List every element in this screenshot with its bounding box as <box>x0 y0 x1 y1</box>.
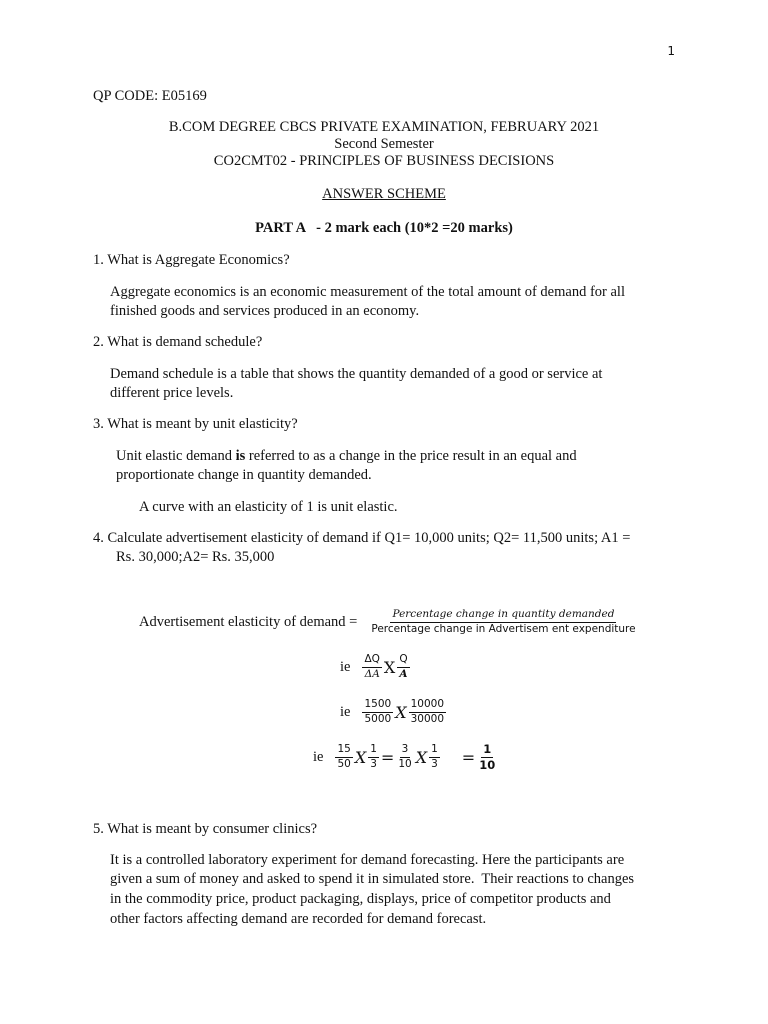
equals-sign: = <box>461 747 476 767</box>
ie-label-3: ie <box>313 748 324 765</box>
formula-denominator: Percentage change in Advertisem ent expenditure <box>371 622 636 635</box>
numerator: ΔQ <box>362 654 381 668</box>
semester: Second Semester <box>334 136 434 152</box>
denominator: 5000 <box>364 712 392 725</box>
numerator: 1 <box>429 744 440 758</box>
answer-5-line-2: given a sum of money and asked to spend it in simulated store. Their reactions to changes <box>110 871 635 887</box>
answer-2-line-2: different price levels. <box>110 385 234 401</box>
answer-scheme-heading: ANSWER SCHEME <box>322 186 446 202</box>
answer-5-line-3: in the commodity price, product packaging, displays, price of competitor products and <box>110 891 611 907</box>
ie-label-2: ie <box>340 703 351 720</box>
times-sign: X <box>415 747 428 767</box>
step-3 <box>313 743 497 771</box>
numerator: 1 <box>368 744 379 758</box>
answer-3-text-pre: Unit elastic demand <box>116 448 236 464</box>
ie-label-1: ie <box>340 658 351 675</box>
step-2 <box>340 699 446 725</box>
denominator: 50 <box>337 757 351 770</box>
answer-3-text-post: referred to as a change in the price result in an equal and <box>245 448 577 464</box>
answer-1-line-2: finished goods and services produced in an economy. <box>110 303 420 319</box>
question-5: 5. What is meant by consumer clinics? <box>93 821 318 837</box>
answer-2-line-1: Demand schedule is a table that shows the quantity demanded of a good or service at <box>110 366 603 382</box>
formula-definition <box>139 609 638 635</box>
denominator: 10 <box>398 757 412 770</box>
step-3-frac-3 <box>396 744 413 770</box>
numerator: 3 <box>400 744 411 758</box>
question-4-line-2: Rs. 30,000;A2= Rs. 35,000 <box>116 549 275 565</box>
step-3-frac-1 <box>335 744 352 770</box>
numerator: 1500 <box>362 699 393 713</box>
denominator: 3 <box>370 757 377 770</box>
course-title: CO2CMT02 - PRINCIPLES OF BUSINESS DECISIONS <box>213 153 555 169</box>
equals-sign: = <box>380 747 395 767</box>
answer-5-line-4: other factors affecting demand are recorded for demand forecast. <box>110 911 487 927</box>
exam-title: B.COM DEGREE CBCS PRIVATE EXAMINATION, FEBRUARY 2021 <box>168 119 600 135</box>
times-sign: X <box>354 747 367 767</box>
formula-numerator: Percentage change in quantity demanded <box>390 609 616 623</box>
step-3-frac-4 <box>429 744 440 770</box>
result-fraction <box>477 743 497 771</box>
step-3-frac-2 <box>368 744 379 770</box>
step-2-frac-1 <box>362 699 393 725</box>
question-2: 2. What is demand schedule? <box>93 334 263 350</box>
numerator: 1 <box>483 742 492 756</box>
denominator: 30000 <box>410 712 444 725</box>
question-1: 1. What is Aggregate Economics? <box>93 252 290 268</box>
times-sign: X <box>395 702 407 722</box>
formula-label: Advertisement elasticity of demand = <box>139 613 358 630</box>
formula-fraction <box>369 609 637 635</box>
numerator: 15 <box>335 744 352 758</box>
denominator: 3 <box>431 757 438 770</box>
answer-3-line-1 <box>116 448 577 465</box>
answer-3-line-2: proportionate change in quantity demanded. <box>116 467 372 483</box>
answer-3-line-3: A curve with an elasticity of 1 is unit elastic. <box>139 499 398 515</box>
answer-1-line-1: Aggregate economics is an economic measurement of the total amount of demand for all <box>110 284 625 300</box>
numerator: Q <box>397 654 409 668</box>
question-3: 3. What is meant by unit elasticity? <box>93 416 298 432</box>
step-1-frac-2 <box>397 654 409 680</box>
qp-code: QP CODE: E05169 <box>93 88 207 104</box>
denominator: A <box>399 667 408 680</box>
answer-5-line-1: It is a controlled laboratory experiment for demand forecasting. Here the participants are <box>110 852 625 868</box>
denominator: 10 <box>479 757 496 772</box>
step-1-frac-1 <box>362 654 381 680</box>
page-number: 1 <box>667 44 675 58</box>
step-1 <box>340 654 410 680</box>
answer-3-bold: is <box>235 448 246 464</box>
times-sign: X <box>383 657 396 677</box>
question-4-line-1: 4. Calculate advertisement elasticity of demand if Q1= 10,000 units; Q2= 11,500 units; A1 = <box>93 530 631 546</box>
step-2-frac-2 <box>409 699 446 725</box>
part-a-heading: PART A - 2 mark each (10*2 =20 marks) <box>255 220 513 236</box>
denominator: ΔA <box>364 667 380 680</box>
numerator: 10000 <box>409 699 446 713</box>
